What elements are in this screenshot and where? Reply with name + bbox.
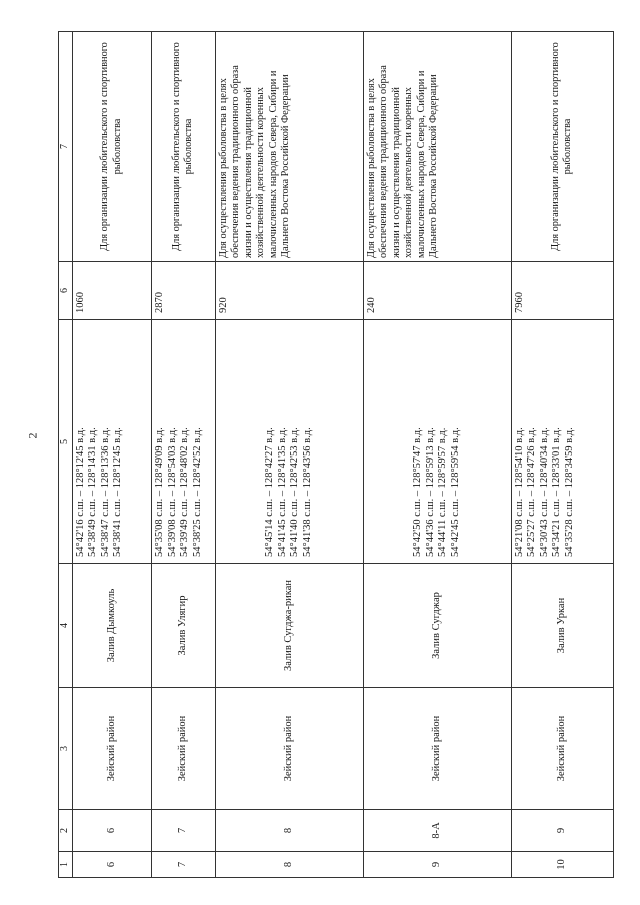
area-value: 240: [363, 262, 511, 320]
coordinate-line: 54°30'43 с.ш. – 128°40'34 в.д.: [538, 427, 550, 557]
coordinate-line: 54°35'08 с.ш. – 128°49'09 в.д.: [154, 427, 166, 557]
coordinate-line: 54°38'25 с.ш. – 128°42'52 в.д.: [191, 427, 203, 557]
column-header: 2: [59, 810, 73, 852]
row-number: 8: [215, 852, 363, 878]
purpose: Для организации любительского и спортивного рыболовства: [72, 32, 152, 262]
coordinate-line: 54°34'21 с.ш. – 128°33'01 в.д.: [551, 427, 563, 557]
coordinates: [363, 320, 511, 564]
coordinate-line: 54°39'49 с.ш. – 128°48'02 в.д.: [179, 427, 191, 557]
area-value: 2870: [152, 262, 216, 320]
purpose: Для организации любительского и спортивного рыболовства: [152, 32, 216, 262]
coordinate-line: 54°38'41 с.ш. – 128°12'45 в.д.: [112, 427, 123, 557]
coordinates: [215, 320, 363, 564]
coordinate-line: 54°21'08 с.ш. – 128°54'10 в.д.: [513, 427, 525, 557]
coordinates: [72, 320, 152, 564]
water-body-name: Залив Уркан: [511, 564, 613, 688]
column-header: 3: [59, 688, 73, 810]
coordinate-line: 54°38'47 с.ш. – 128°13'36 в.д.: [99, 427, 111, 557]
coordinate-line: 54°44'36 с.ш. – 128°59'13 в.д.: [424, 427, 436, 557]
district: Зейский район: [511, 688, 613, 810]
coordinate-line: 54°42'16 с.ш. – 128°12'45 в.д.: [74, 427, 86, 557]
fishing-areas-table: [58, 31, 614, 878]
area-code: 8: [215, 810, 363, 852]
purpose: Для осуществления рыболовства в целях обеспечения ведения традиционного образа жизни и осуществления традиционной хозяйственной деятельности коренных малочисленных народов Севера, Сибири и Дальнего Востока Российской Федерации: [215, 32, 363, 262]
coordinate-line: 54°41'38 с.ш. – 128°43'56 в.д.: [301, 427, 313, 557]
area-code: 8-А: [363, 810, 511, 852]
coordinates: [511, 320, 613, 564]
area-value: 1060: [72, 262, 152, 320]
area-code: 9: [511, 810, 613, 852]
table-row: [72, 32, 152, 878]
purpose: Для осуществления рыболовства в целях обеспечения ведения традиционного образа жизни и осуществления традиционной хозяйственной деятельности коренных малочисленных народов Севера, Сибири и Дальнего Востока Российской Федерации: [363, 32, 511, 262]
water-body-name: Залив Дымкоуль: [72, 564, 152, 688]
area-code: 7: [152, 810, 216, 852]
row-number: 7: [152, 852, 216, 878]
district: Зейский район: [215, 688, 363, 810]
row-number: 9: [363, 852, 511, 878]
coordinate-line: 54°44'11 с.ш. – 128°59'57 в.д.: [437, 427, 449, 557]
water-body-name: Залив Сугджа-рикан: [215, 564, 363, 688]
column-header: 4: [59, 564, 73, 688]
table-row: [363, 32, 511, 878]
coordinate-line: 54°38'49 с.ш. – 128°14'31 в.д.: [87, 427, 98, 557]
district: Зейский район: [72, 688, 152, 810]
column-header: 1: [59, 852, 73, 878]
coordinate-line: 54°39'08 с.ш. – 128°54'03 в.д.: [166, 427, 178, 557]
area-value: 7960: [511, 262, 613, 320]
coordinate-line: 54°41'40 с.ш. – 128°42'53 в.д.: [289, 427, 301, 557]
header-row: [59, 32, 73, 878]
area-value: 920: [215, 262, 363, 320]
row-number: 6: [72, 852, 152, 878]
coordinate-line: 54°25'27 с.ш. – 128°47'26 в.д.: [526, 427, 538, 557]
page-number: 2: [25, 432, 40, 439]
coordinate-line: 54°45'14 с.ш. – 128°42'27 в.д.: [264, 427, 276, 557]
coordinate-line: 54°42'45 с.ш. – 128°59'54 в.д.: [449, 427, 461, 557]
column-header: 6: [59, 262, 73, 320]
document-page: [58, 32, 614, 878]
coordinate-line: 54°35'28 с.ш. – 128°34'59 в.д.: [563, 427, 575, 557]
water-body-name: Залив Улягир: [152, 564, 216, 688]
coordinate-line: 54°41'45 с.ш. – 128°41'35 в.д.: [276, 427, 288, 557]
table-row: [511, 32, 613, 878]
column-header: 5: [59, 320, 73, 564]
district: Зейский район: [152, 688, 216, 810]
table-row: [215, 32, 363, 878]
column-header: 7: [59, 32, 73, 262]
purpose: Для организации любительского и спортивного рыболовства: [511, 32, 613, 262]
district: Зейский район: [363, 688, 511, 810]
coordinates: [152, 320, 216, 564]
water-body-name: Залив Сугджар: [363, 564, 511, 688]
row-number: 10: [511, 852, 613, 878]
table-row: [152, 32, 216, 878]
area-code: 6: [72, 810, 152, 852]
coordinate-line: 54°42'50 с.ш. – 128°57'47 в.д.: [412, 427, 424, 557]
